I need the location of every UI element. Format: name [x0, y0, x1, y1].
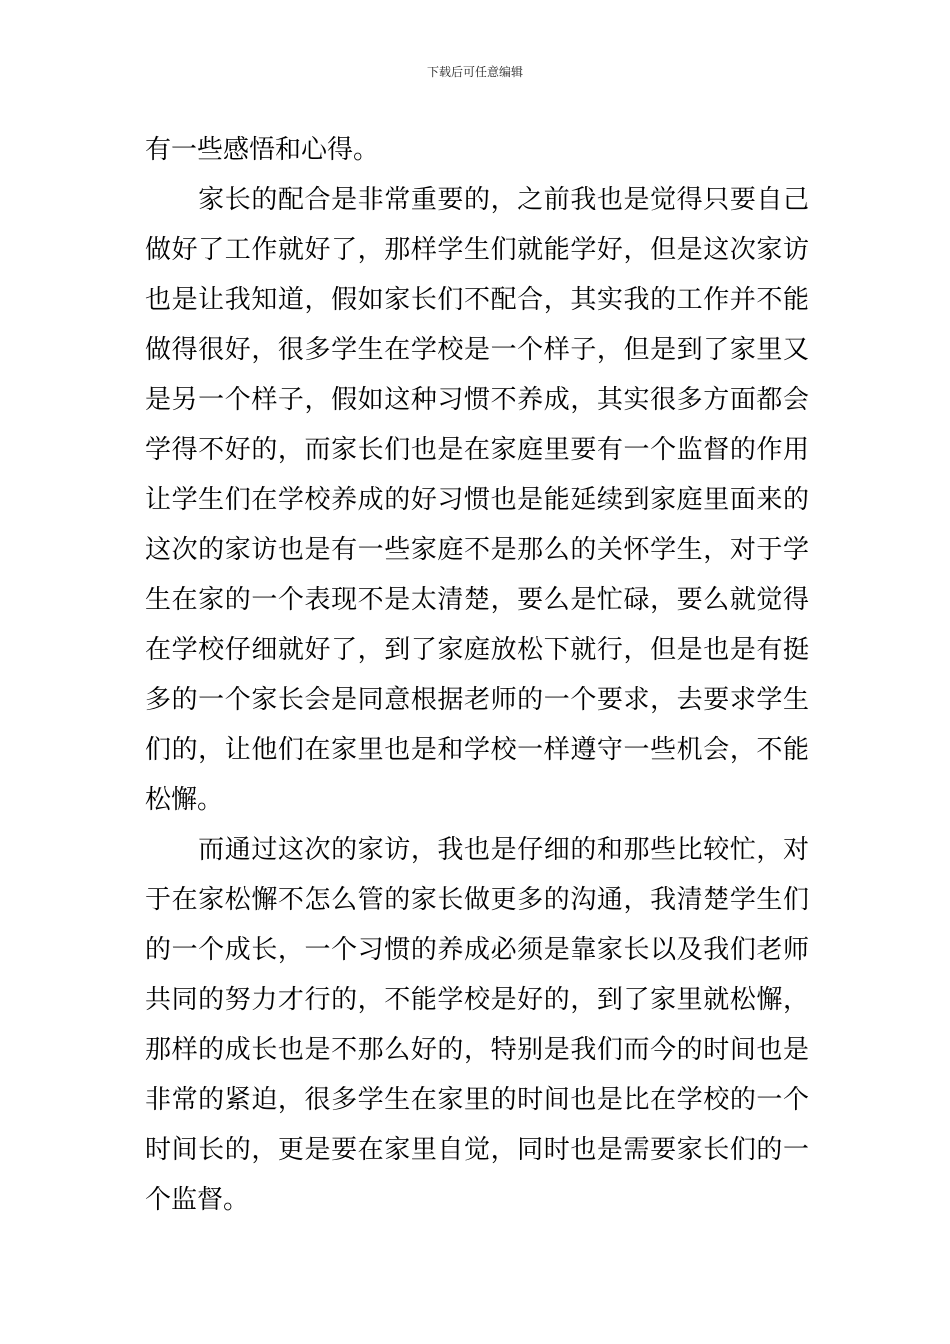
text-line: 多的一个家长会是同意根据老师的一个要求，去要求学生 [145, 685, 809, 715]
text-line: 学得不好的，而家长们也是在家庭里要有一个监督的作用 [145, 435, 809, 465]
text-line: 有一些感悟和心得。 [145, 135, 380, 165]
text-line: 让学生们在学校养成的好习惯也是能延续到家庭里面来的 [145, 485, 809, 515]
page-header: 下载后可任意编辑 [426, 65, 523, 79]
text-line: 家长的配合是非常重要的，之前我也是觉得只要自己 [145, 185, 809, 215]
text-line: 在学校仔细就好了，到了家庭放松下就行，但是也是有挺 [145, 635, 809, 665]
text-line: 共同的努力才行的，不能学校是好的，到了家里就松懈， [145, 985, 809, 1015]
text-line: 非常的紧迫，很多学生在家里的时间也是比在学校的一个 [145, 1085, 809, 1115]
text-line: 生在家的一个表现不是太清楚，要么是忙碌，要么就觉得 [145, 585, 809, 615]
text-line: 而通过这次的家访，我也是仔细的和那些比较忙，对 [145, 835, 809, 865]
text-line: 做好了工作就好了，那样学生们就能学好，但是这次家访 [145, 235, 809, 265]
text-line: 是另一个样子，假如这种习惯不养成，其实很多方面都会 [145, 385, 809, 415]
text-line: 个监督。 [145, 1185, 250, 1215]
text-line: 于在家松懈不怎么管的家长做更多的沟通，我清楚学生们 [145, 885, 809, 915]
document-body [145, 125, 809, 1225]
text-line: 做得很好，很多学生在学校是一个样子，但是到了家里又 [145, 335, 809, 365]
text-line: 这次的家访也是有一些家庭不是那么的关怀学生，对于学 [145, 535, 809, 565]
text-line: 松懈。 [145, 785, 224, 815]
text-line: 时间长的，更是要在家里自觉，同时也是需要家长们的一 [145, 1135, 809, 1165]
text-line: 也是让我知道，假如家长们不配合，其实我的工作并不能 [145, 285, 809, 315]
text-line: 们的，让他们在家里也是和学校一样遵守一些机会，不能 [145, 735, 809, 765]
text-line: 的一个成长，一个习惯的养成必须是靠家长以及我们老师 [145, 935, 809, 965]
text-line: 那样的成长也是不那么好的，特别是我们而今的时间也是 [145, 1035, 809, 1065]
